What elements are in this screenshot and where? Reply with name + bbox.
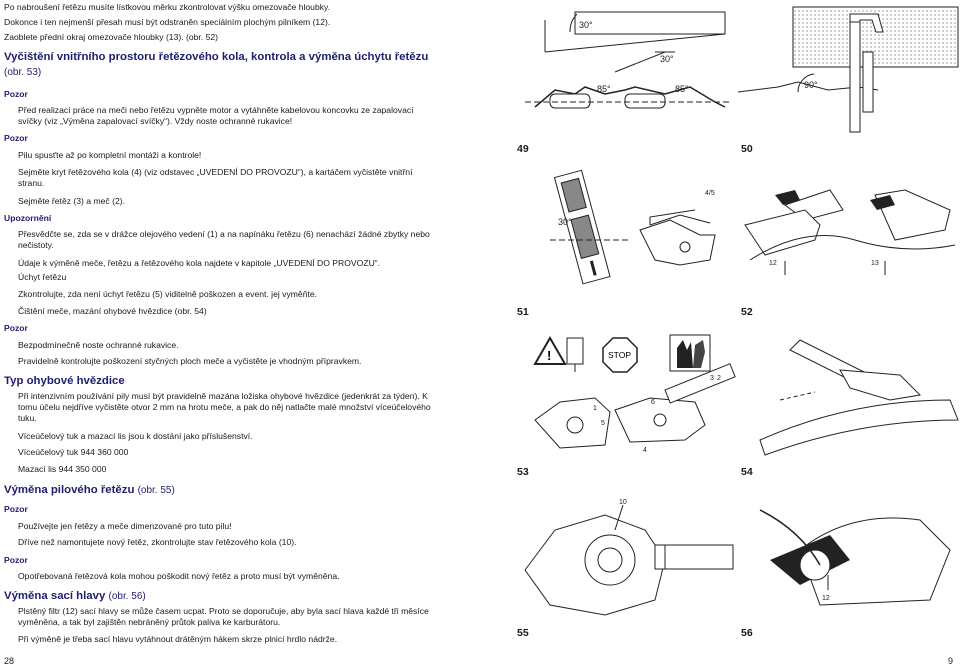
label-text: 13 (871, 260, 879, 267)
warning-label: Pozor (4, 133, 28, 143)
part-label: 5 (601, 420, 605, 427)
figure-54-bar-cleaning (740, 330, 958, 460)
label-text: 12 (769, 260, 777, 267)
paragraph: Opotřebovaná řetězová kola mohou poškodit nový řetěz a proto musí být vyměněna. (18, 571, 340, 581)
figure-number: 49 (517, 143, 529, 155)
part-label: 3 (710, 375, 714, 382)
section-heading: Vyčištění vnitřního prostoru řetězového kola, kontrola a výměna úchytu řetězu (obr. 53) (4, 51, 429, 78)
notice-label: Upozornění (4, 213, 52, 223)
section-heading: Výměna pilového řetězu (obr. 55) (4, 484, 175, 496)
paragraph: Víceúčelový tuk 944 360 000 (18, 447, 129, 457)
gloves-icon (670, 335, 710, 371)
paragraph: Při intenzivním používání pily musí být pravidelně mazána ložiska ohybové hvězdice (jedenkrát za týden). K tomu účelu nejdříve vyčistěte otvor 2 mm na hrotu meče, a pak do něj natlačte malé množství víceúčelového tuku. (18, 391, 431, 423)
paragraph: Bezpodmínečně noste ochranné rukavice. (18, 340, 179, 350)
part-label: 2 (717, 375, 721, 382)
page-number-left: 28 (4, 656, 15, 666)
text-line: Dokonce i ten nejmenší přesah musí být odstraněn speciálním plochým pilníkem (12). (4, 17, 331, 27)
file-guide-block (545, 12, 725, 52)
figure-number: 55 (517, 627, 529, 639)
paragraph: Pilu spusťte až po kompletní montáži a kontrole! (18, 150, 202, 160)
figure-number: 52 (741, 306, 753, 318)
part-label: 1 (593, 405, 597, 412)
paragraph: Před realizací práce na meči nebo řetězu vypněte motor a vytáhněte kabelovou koncovku ze zapalovací svíčky (viz „Výměna zapalovací svíčky“). Vždy noste ochranné rukavice! (18, 105, 414, 126)
figure-56-filter-hook (740, 490, 958, 620)
figure-number: 56 (741, 627, 753, 639)
angle-label: 30° (579, 20, 593, 30)
figure-49-chain-file-angles (515, 2, 735, 137)
plug-icon (567, 338, 583, 372)
warning-triangle-icon (535, 338, 565, 364)
figure-52-file-depth-limiter (705, 165, 960, 295)
paragraph: Mazací lis 944 350 000 (18, 464, 107, 474)
paragraph: Přesvědčte se, zda se v drážce olejového vedení (1) a na napínáku řetězu (6) nenachází žádné zbytky nebo nečistoty. (18, 229, 430, 250)
part-label: 6 (651, 399, 655, 406)
text-line: Zaoblete přední okraj omezovače hloubky (13). (obr. 52) (4, 32, 219, 42)
angle-label: 85° (675, 84, 689, 94)
figure-50-file-on-chain (738, 2, 958, 137)
paragraph: Dříve než namontujete nový řetěz, zkontrolujte stav řetězového kola (10). (18, 537, 297, 547)
paragraph: Pravidelně kontrolujte poškození styčných ploch meče a vyčistěte je vhodným přípravkem. (18, 356, 362, 366)
warning-label: Pozor (4, 555, 28, 565)
paragraph: Čištění meče, mazání ohybové hvězdice (obr. 54) (18, 306, 207, 316)
paragraph: Sejměte kryt řetězového kola (4) (viz odstavec „UVEDENÍ DO PROVOZU“), a kartáčem vyčistěte vnitřní stranu. (18, 167, 413, 188)
paragraph: Při výměně je třeba sací hlavu vytáhnout drátěným hákem skrze plnicí hrdlo nádrže. (18, 634, 338, 644)
paragraph: Zkontrolujte, zda není úchyt řetězu (5) viditelně poškozen a event. jej vyměňte. (18, 289, 318, 299)
warning-label: Pozor (4, 504, 28, 514)
part-label: 4 (643, 447, 647, 454)
figure-51-depth-gauge (530, 165, 730, 295)
warning-label: Pozor (4, 89, 28, 99)
paragraph: Úchyt řetězu (18, 272, 67, 282)
depth-gauge-tool (555, 170, 611, 283)
stop-text: STOP (608, 350, 631, 360)
chain-teeth (525, 52, 730, 108)
part-label: 12 (822, 595, 830, 602)
label-text: 4/5 (705, 190, 715, 197)
angle-label: 90° (804, 80, 818, 90)
paragraph: Používejte jen řetězy a meče dimenzované pro tuto pilu! (18, 521, 232, 531)
figure-number: 51 (517, 306, 529, 318)
paragraph: Sejměte řetěz (3) a meč (2). (18, 196, 125, 206)
page-number-right: 9 (948, 656, 954, 666)
svg-text:!: ! (547, 348, 552, 363)
figure-55-sprocket (515, 490, 735, 620)
text-line: Po nabroušení řetězu musíte lístkovou měrku zkontrolovat výšku omezovače hloubky. (4, 2, 331, 12)
angle-label: 30° (558, 217, 572, 227)
paragraph: Víceúčelový tuk a mazací lis jsou k dostání jako příslušenství. (18, 431, 253, 441)
angle-label: 30° (660, 54, 674, 64)
angle-label: 85° (597, 84, 611, 94)
warning-label: Pozor (4, 323, 28, 333)
figure-number: 50 (741, 143, 753, 155)
paragraph: Plstěný filtr (12) sací hlavy se může časem ucpat. Proto se doporučuje, aby byla sací hlava každé tři měsíce vyměněna, a tak byl zajištěn nebráněný průtok paliva ke karburátoru. (18, 606, 429, 627)
part-label: 10 (619, 499, 627, 506)
figure-number: 54 (741, 466, 753, 478)
figure-number: 53 (517, 466, 529, 478)
figure-53-sprocket-cover (515, 330, 735, 460)
section-heading: Typ ohybové hvězdice (4, 375, 125, 387)
stop-sign-icon (603, 338, 637, 372)
paragraph: Údaje k výměně meče, řetězu a řetězového kola najdete v kapitole „UVEDENÍ DO PROVOZU“. (18, 258, 381, 268)
section-heading: Výměna sací hlavy (obr. 56) (4, 590, 146, 602)
